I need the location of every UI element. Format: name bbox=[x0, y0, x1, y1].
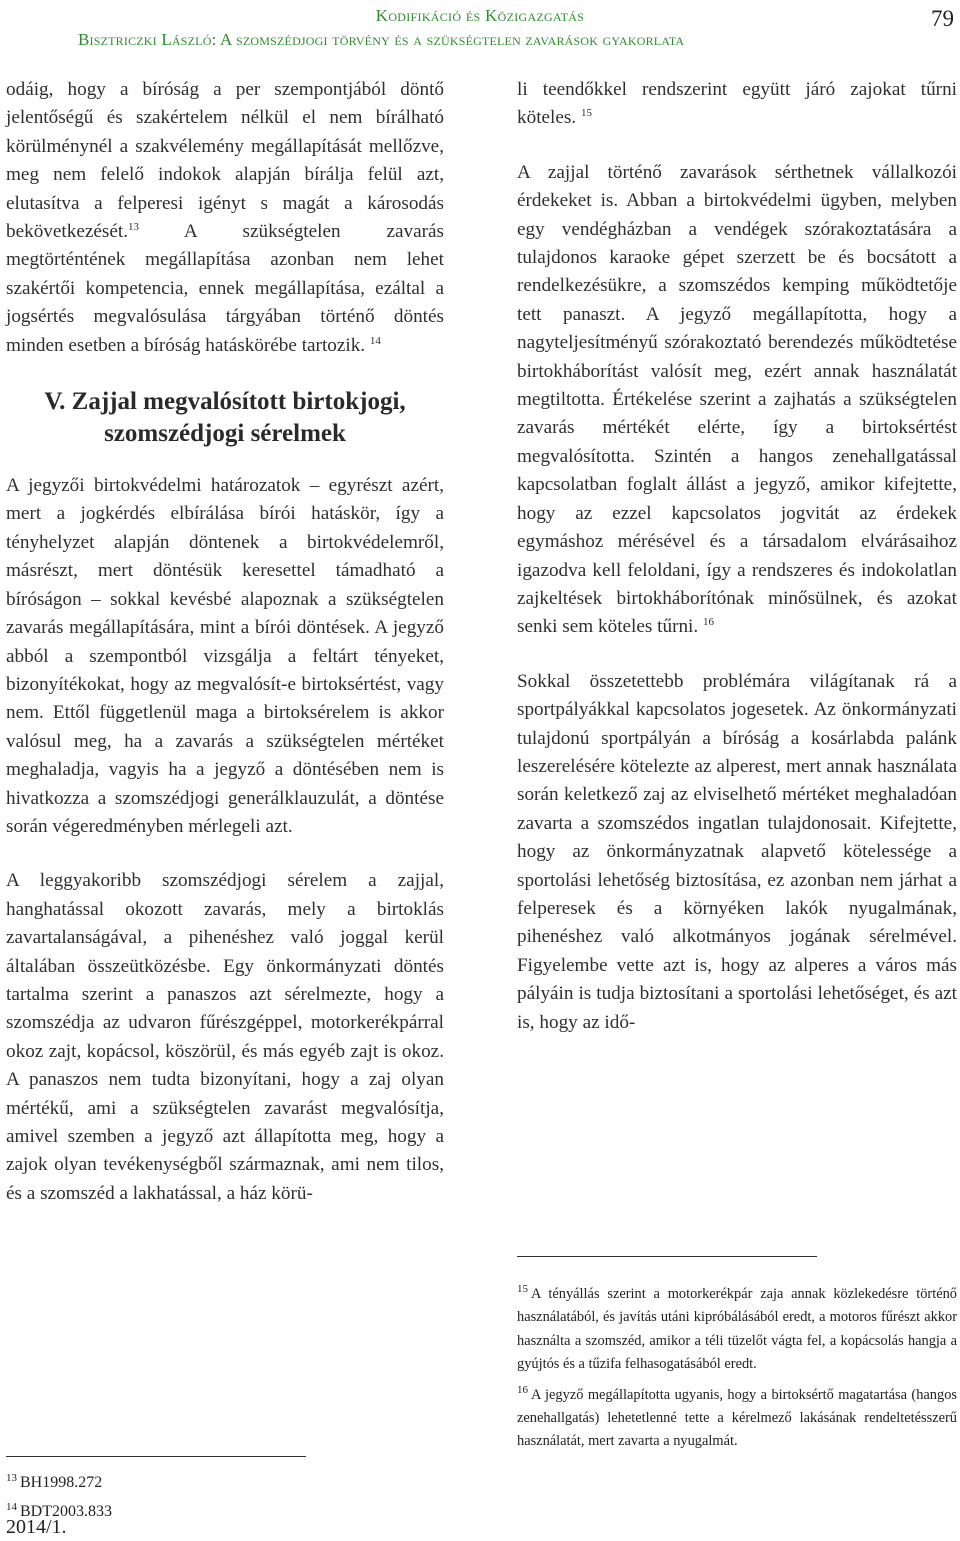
footnotes-right bbox=[517, 1278, 957, 1456]
footnote-15-text: A tényállás szerint a motorkerékpár zaja annak közlekedésre történő használatából, és javítás utáni kipróbálásából eredt, a motoros fűrészt akkor használta a szomszéd, amikor a téli tüzelőt vágta fel, a kopácsolás hangja a gyújtós és a tűzifa felhasogatásából eredt. bbox=[517, 1286, 957, 1373]
right-paragraph-2 bbox=[517, 159, 957, 642]
footnote-ref-13[interactable]: 13 bbox=[128, 221, 139, 234]
right-paragraph-1 bbox=[517, 76, 957, 133]
footnote-15-number: 15 bbox=[517, 1283, 528, 1295]
footnote-ref-14[interactable]: 14 bbox=[369, 334, 381, 347]
footnote-separator-right bbox=[517, 1256, 817, 1257]
left-paragraph-3: A leggyakoribb szomszédjogi sérelem a zajjal, hanghatással okozott zavarás, mely a birtoklás zavartalanságával, a pihenéshez való joggal kerül általában összeütközésbe. Egy önkormányzati döntés tartalma szerint a panaszos azt sérelmezte, hogy a szomszédja az udvaron fűrészgéppel, motorkerékpárral okoz zajt, kopácsol, köszörül, és más egyéb zajt is okoz. A panaszos nem tudta bizonyítani, hogy a zaj olyan mértékű, ami a szükségtelen zavarást megvalósítja, amivel szemben a jegyző azt állapította meg, hogy a zajok olyan tevékenységből származnak, ami nem tilos, és a szomszéd a lakhatással, a ház körü- bbox=[6, 870, 444, 1204]
right-p1-text: li teendőkkel rendszerint együtt járó zajokat tűrni köteles. bbox=[517, 79, 957, 129]
footnote-14-number: 14 bbox=[6, 1501, 17, 1513]
footnote-separator-left bbox=[6, 1456, 306, 1457]
right-column bbox=[517, 76, 957, 1063]
right-paragraph-3: Sokkal összetettebb problémára világítanak rá a sportpályákkal kapcsolatos jogesetek. Az önkormányzati tulajdonú sportpályán a bíróság a kosárlabda palánk leszerelésére kötelezte az alperest, mert annak használata során keletkező zaj az elviselhető mértéket meghaladóan zavarta a szomszédos ingatlan tulajdonosait. Kifejtette, hogy az önkormányzatnak alapvető kötelessége a sportolási lehetőség biztosítása, ez azonban nem járhat a felperesek és a környéken lakók nyugalmának, pihenéshez való alkotmányos jogának sérelmével. Figyelembe vette azt is, hogy az alperes a város más pályáin is tudja biztosítani a sportolási lehetőséget, és azt is, hogy az idő- bbox=[517, 670, 957, 1033]
issue-number: 2014/1. bbox=[6, 1516, 67, 1538]
article-running-title: Bisztriczki László: A szomszédjogi törvény és a szükségtelen zavarások gyakorlata bbox=[78, 30, 685, 49]
left-paragraph-1 bbox=[6, 76, 444, 360]
footnote-15 bbox=[517, 1278, 957, 1377]
footnote-13-number: 13 bbox=[6, 1472, 17, 1484]
footnote-ref-16[interactable]: 16 bbox=[702, 616, 714, 629]
footnote-16-text: A jegyző megállapította ugyanis, hogy a birtoksértő magatartása (hangos zenehallgatás) lehetetlenné tette a kérelmező lakásának rendeltetésszerű használatát, mert zavarta a nyugalmát. bbox=[517, 1386, 957, 1450]
left-column bbox=[6, 76, 444, 1234]
section-heading-line2: szomszédjogi sérelmek bbox=[104, 420, 346, 448]
left-p1-text: odáig, hogy a bíróság a per szempontjából döntő jelentőségű és szakértelem nélkül el nem bírálható körülménynél a szakvélemény megállapítását mellőzve, meg nem felelő indokok alapján bírálja felül azt, elutasítva a felperesi igényt s magát a károsodás bekövetkezését. bbox=[6, 79, 444, 243]
right-p2-text: A zajjal történő zavarások sérthetnek vállalkozói érdekeket is. Abban a birtokvédelmi ügyben, melyben egy vendégházban a vendégek szórakoztatására a tulajdonos karaoke gépet szerzett be és bocsátott a rendelkezésükre, a szomszédos kemping működtetője tett panaszt. A jegyző megállapította, hogy a nagyteljesítményű szórakoztató berendezés működtetése birtokháborítást valósít meg, ezért annak használatát megtiltotta. Értékelése szerint a zajhatás a szükségtelen zavarás mértékét elérte, így a birtoksértést megvalósította. Szintén a hangos zenehallgatással kapcsolatban foglalt állást a jegyző, amikor kifejtette, hogy az ezzel kapcsolatos jogvitát az érdekek egymáshoz mérésével és a társadalom elvárásaihoz igazodva kell feloldani, így a rendszeres és indokolatlan zajkeltések birtokháborítónak minősülnek, és azokat senki sem köteles tűrni. bbox=[517, 161, 957, 638]
page-header bbox=[0, 0, 960, 70]
section-heading-line1: V. Zajjal megvalósított birtokjogi, bbox=[44, 388, 406, 416]
left-p1-text2: A szükségtelen zavarás megtörténtének megállapítása azonban nem lehet szakértői kompetencia, ennek megállapítása, ezáltal a jogsértés megvalósulása tárgyában történő döntés minden esetben a bíróság hatáskörébe tartozik. bbox=[6, 221, 444, 356]
section-heading bbox=[6, 386, 444, 450]
footnote-13 bbox=[6, 1466, 436, 1495]
journal-title: Kodifikáció és Közigazgatás bbox=[375, 6, 585, 25]
footnote-16-number: 16 bbox=[517, 1383, 528, 1396]
footnote-14 bbox=[6, 1495, 436, 1524]
footnotes-left bbox=[6, 1466, 436, 1524]
footnote-ref-15[interactable]: 15 bbox=[580, 107, 592, 120]
footnote-13-text: BH1998.272 bbox=[20, 1474, 103, 1491]
left-paragraph-2: A jegyzői birtokvédelmi határozatok – egyrészt azért, mert a jogkérdés elbírálása bírói hatáskör, így a tényhelyzet alapján döntenek a birtokvédelemről, másrészt, mert döntésük keresettel támadható a bíróságon – sokkal kevésbé alapoznak a szükségtelen zavarás megállapítására, mint a bírói döntések. A jegyző abból a szempontból vizsgálja a feltárt tényeket, bizonyítékokat, hogy az megvalósít-e birtoksértést, vagy nem. Ettől függetlenül maga a birtoksérelem is akkor valósul meg, ha a zavarás a szükségtelen mértéket meghaladja, vagyis ha a jegyző a döntésében nem is hivatkozza a szomszédjogi generálklauzulát, a döntése során végeredményben mérlegeli azt. bbox=[6, 475, 444, 837]
footnote-14-text: BDT2003.833 bbox=[20, 1503, 112, 1520]
page-number: 79 bbox=[931, 6, 954, 31]
footnote-16 bbox=[517, 1379, 957, 1454]
